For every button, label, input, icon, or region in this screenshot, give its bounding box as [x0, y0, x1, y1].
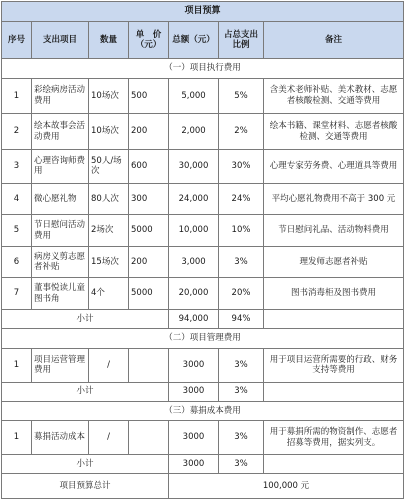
row-ratio: 2%: [219, 114, 264, 150]
row-quantity: 4个: [89, 278, 129, 310]
table-row: [2, 278, 404, 310]
subtotal-note: [264, 454, 404, 473]
row-unit-price: 200: [129, 246, 169, 278]
row-ratio: 10%: [219, 215, 264, 247]
section-title: （一）项目执行费用: [2, 59, 404, 78]
row-ratio: 24%: [219, 183, 264, 215]
row-no: 7: [2, 278, 32, 310]
budget-table: [1, 1, 404, 499]
row-no: 2: [2, 114, 32, 150]
row-unit-price: 5000: [129, 278, 169, 310]
subtotal-row: [2, 382, 404, 401]
section-title: （三）募捐成本费用: [2, 401, 404, 420]
row-item: 病房义剪志愿者补贴: [32, 246, 89, 278]
subtotal-row: [2, 454, 404, 473]
table-row: [2, 246, 404, 278]
grand-total-label: 项目预算总计: [2, 474, 169, 499]
header-quantity: 数量: [89, 22, 129, 59]
header-total: 总额（元）: [169, 22, 219, 59]
row-item: 董事悦读儿童图书角: [32, 278, 89, 310]
subtotal-total: 3000: [169, 454, 219, 473]
header-no: 序号: [2, 22, 32, 59]
row-note: 心理专家劳务费、心理道具等费用: [264, 149, 404, 183]
row-total: 3,000: [169, 246, 219, 278]
subtotal-label: 小计: [2, 310, 169, 329]
row-note: 平均心愿礼物费用不高于 300 元: [264, 183, 404, 215]
row-total: 30,000: [169, 149, 219, 183]
row-unit-price: 300: [129, 183, 169, 215]
row-unit-price: 600: [129, 149, 169, 183]
subtotal-label: 小计: [2, 454, 169, 473]
row-quantity: 50人/场次: [89, 149, 129, 183]
table-row: [2, 183, 404, 215]
subtotal-label: 小计: [2, 382, 169, 401]
grand-total-value: 100,000 元: [169, 474, 404, 499]
subtotal-ratio: 3%: [219, 382, 264, 401]
section-title: （二）项目管理费用: [2, 329, 404, 348]
row-ratio: 5%: [219, 78, 264, 114]
row-no: 4: [2, 183, 32, 215]
table-row: [2, 215, 404, 247]
row-total: 10,000: [169, 215, 219, 247]
row-quantity: 10场次: [89, 78, 129, 114]
subtotal-total: 94,000: [169, 310, 219, 329]
header-unit-price: 单 价（元）: [129, 22, 169, 59]
row-quantity: /: [89, 348, 129, 382]
row-quantity: 15场次: [89, 246, 129, 278]
row-note: 含美术老师补贴、美术教材、志愿者核酸检测、交通等费用: [264, 78, 404, 114]
header-note: 备注: [264, 22, 404, 59]
row-no: 6: [2, 246, 32, 278]
row-no: 1: [2, 421, 32, 455]
row-ratio: 3%: [219, 246, 264, 278]
row-item: 节日慰问活动费用: [32, 215, 89, 247]
row-note: 节日慰问礼品、活动物料费用: [264, 215, 404, 247]
row-note: 图书消毒柜及图书费用: [264, 278, 404, 310]
row-no: 1: [2, 78, 32, 114]
row-item: 微心愿礼物: [32, 183, 89, 215]
row-ratio: 3%: [219, 348, 264, 382]
row-ratio: 30%: [219, 149, 264, 183]
row-ratio: 20%: [219, 278, 264, 310]
header-ratio: 占总支出比例: [219, 22, 264, 59]
table-row: [2, 421, 404, 455]
row-total: 3000: [169, 348, 219, 382]
row-unit-price: [129, 421, 169, 455]
row-unit-price: 500: [129, 78, 169, 114]
row-item: 彩绘病房活动费用: [32, 78, 89, 114]
row-item: 绘本故事会活动费用: [32, 114, 89, 150]
row-no: 5: [2, 215, 32, 247]
row-unit-price: [129, 348, 169, 382]
row-note: 理发师志愿者补贴: [264, 246, 404, 278]
row-unit-price: 200: [129, 114, 169, 150]
row-ratio: 3%: [219, 421, 264, 455]
table-row: [2, 149, 404, 183]
row-total: 5,000: [169, 78, 219, 114]
row-quantity: /: [89, 421, 129, 455]
row-item: 心理咨询师费用: [32, 149, 89, 183]
subtotal-row: [2, 310, 404, 329]
table-row: [2, 114, 404, 150]
row-total: 24,000: [169, 183, 219, 215]
row-note: 用于募捐所需的物资制作、志愿者招募等费用，据实列支。: [264, 421, 404, 455]
subtotal-ratio: 3%: [219, 454, 264, 473]
row-item: 募捐活动成本: [32, 421, 89, 455]
row-total: 2,000: [169, 114, 219, 150]
grand-total-row: [2, 474, 404, 499]
row-total: 3000: [169, 421, 219, 455]
row-total: 20,000: [169, 278, 219, 310]
table-row: [2, 348, 404, 382]
subtotal-ratio: 94%: [219, 310, 264, 329]
row-no: 1: [2, 348, 32, 382]
row-note: 绘本书籍、课堂材料、志愿者核酸检测、交通等费用: [264, 114, 404, 150]
subtotal-total: 3000: [169, 382, 219, 401]
row-unit-price: 5000: [129, 215, 169, 247]
subtotal-note: [264, 310, 404, 329]
row-quantity: 10场次: [89, 114, 129, 150]
row-quantity: 80人次: [89, 183, 129, 215]
row-no: 3: [2, 149, 32, 183]
subtotal-note: [264, 382, 404, 401]
table-title: 项目预算: [2, 2, 404, 22]
header-item: 支出项目: [32, 22, 89, 59]
table-row: [2, 78, 404, 114]
row-quantity: 2场次: [89, 215, 129, 247]
row-note: 用于项目运营所需要的行政、财务支持等费用: [264, 348, 404, 382]
row-item: 项目运营管理费用: [32, 348, 89, 382]
